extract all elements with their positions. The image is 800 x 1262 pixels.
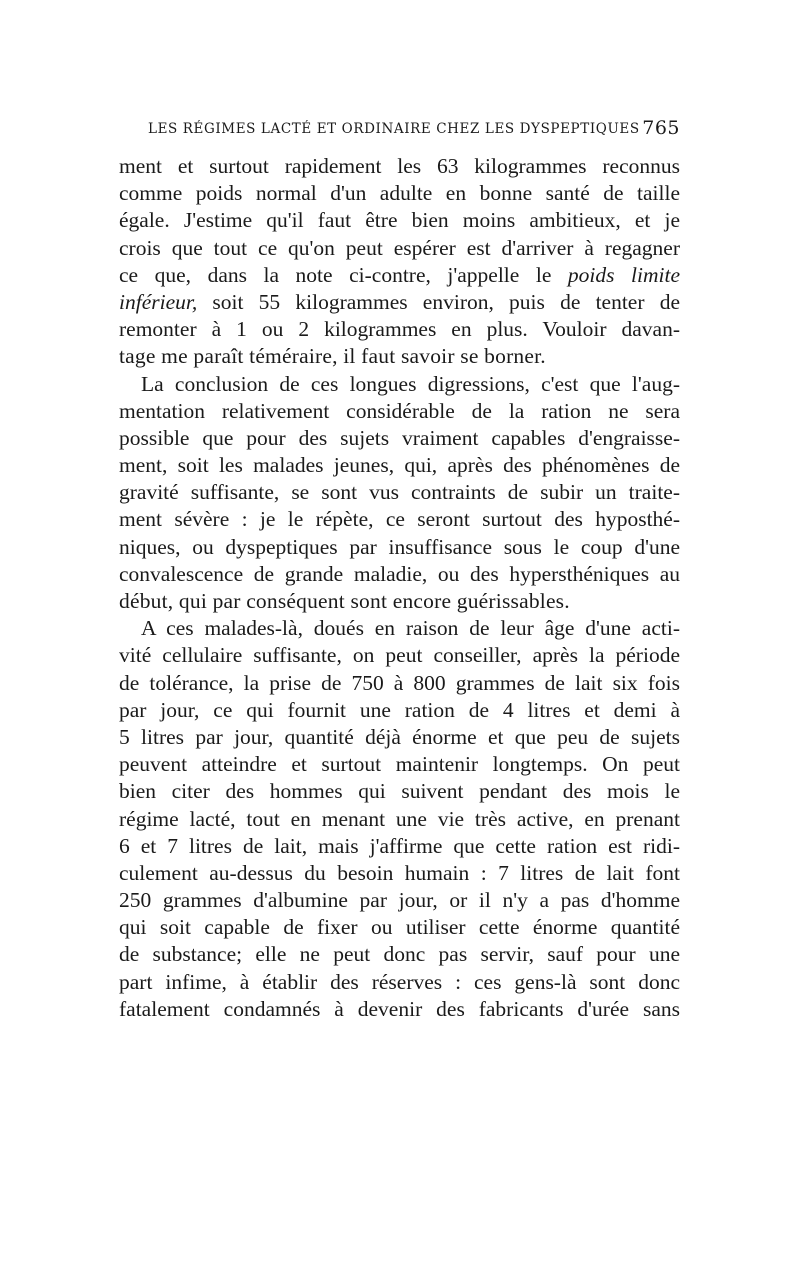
text-line: par jour, ce qui fournit une ration de 4 litres et demi à bbox=[119, 697, 680, 722]
text-line: possible que pour des sujets vraiment capables d'engraisse- bbox=[119, 425, 680, 450]
body-text bbox=[119, 153, 680, 1023]
text-line: égale. J'estime qu'il faut être bien moins ambitieux, et je bbox=[119, 208, 680, 233]
text-line: fatalement condamnés à devenir des fabricants d'urée sans bbox=[119, 996, 680, 1021]
text-line: convalescence de grande maladie, ou des hypersthéniques au bbox=[119, 561, 680, 586]
text-line: 5 litres par jour, quantité déjà énorme et que peu de sujets bbox=[119, 724, 680, 749]
text-line bbox=[119, 262, 680, 289]
text-line: niques, ou dyspeptiques par insuffisance sous le coup d'une bbox=[119, 534, 680, 559]
italic-term: poids limite bbox=[567, 262, 680, 287]
text-line: 6 et 7 litres de lait, mais j'affirme que cette ration est ridi- bbox=[119, 833, 680, 858]
text-segment: début, qui par conséquent sont encore guérissables. bbox=[119, 589, 570, 613]
text-line: peuvent atteindre et surtout maintenir longtemps. On peut bbox=[119, 752, 680, 777]
text-line: La conclusion de ces longues digressions, c'est que l'aug- bbox=[141, 371, 680, 396]
text-line bbox=[119, 343, 680, 370]
italic-term: inférieur, bbox=[119, 289, 198, 314]
text-line: 250 grammes d'albumine par jour, or il n'y a pas d'homme bbox=[119, 888, 680, 913]
text-line: mentation relativement considérable de la ration ne sera bbox=[119, 398, 680, 423]
running-title: LES RÉGIMES LACTÉ ET ORDINAIRE CHEZ LES DYSPEPTIQUES bbox=[148, 121, 640, 137]
text-line: bien citer des hommes qui suivent pendant des mois le bbox=[119, 779, 680, 804]
running-header bbox=[148, 117, 680, 145]
text-line: ment, soit les malades jeunes, qui, après des phénomènes de bbox=[119, 453, 680, 478]
text-line: de tolérance, la prise de 750 à 800 grammes de lait six fois bbox=[119, 670, 680, 695]
text-line: crois que tout ce qu'on peut espérer est d'arriver à regagner bbox=[119, 235, 680, 260]
text-line: qui soit capable de fixer ou utiliser cette énorme quantité bbox=[119, 915, 680, 940]
text-line: A ces malades-là, doués en raison de leur âge d'une acti- bbox=[141, 616, 680, 641]
text-line: part infime, à établir des réserves : ces gens-là sont donc bbox=[119, 969, 680, 994]
text-line bbox=[119, 289, 680, 316]
text-segment: tage me paraît téméraire, il faut savoir se borner. bbox=[119, 344, 546, 369]
text-line bbox=[119, 588, 680, 615]
text-segment: ce que, dans la note ci-contre, j'appelle le bbox=[119, 262, 552, 287]
page-number: 765 bbox=[642, 117, 680, 139]
text-line: régime lacté, tout en menant une vie très active, en prenant bbox=[119, 806, 680, 831]
text-line: de substance; elle ne peut donc pas servir, sauf pour une bbox=[119, 942, 680, 967]
text-line: comme poids normal d'un adulte en bonne santé de taille bbox=[119, 181, 680, 206]
text-line: ment et surtout rapidement les 63 kilogrammes reconnus bbox=[119, 154, 680, 178]
text-line: gravité suffisante, se sont vus contraints de subir un traite- bbox=[119, 480, 680, 505]
text-line: vité cellulaire suffisante, on peut conseiller, après la période bbox=[119, 643, 680, 668]
text-line: remonter à 1 ou 2 kilogrammes en plus. Vouloir davan- bbox=[119, 317, 680, 342]
text-segment: soit 55 kilogrammes environ, puis de tenter de bbox=[197, 289, 680, 314]
text-line: culement au-dessus du besoin humain : 7 litres de lait font bbox=[119, 860, 680, 885]
text-line: ment sévère : je le répète, ce seront surtout des hyposthé- bbox=[119, 507, 680, 532]
